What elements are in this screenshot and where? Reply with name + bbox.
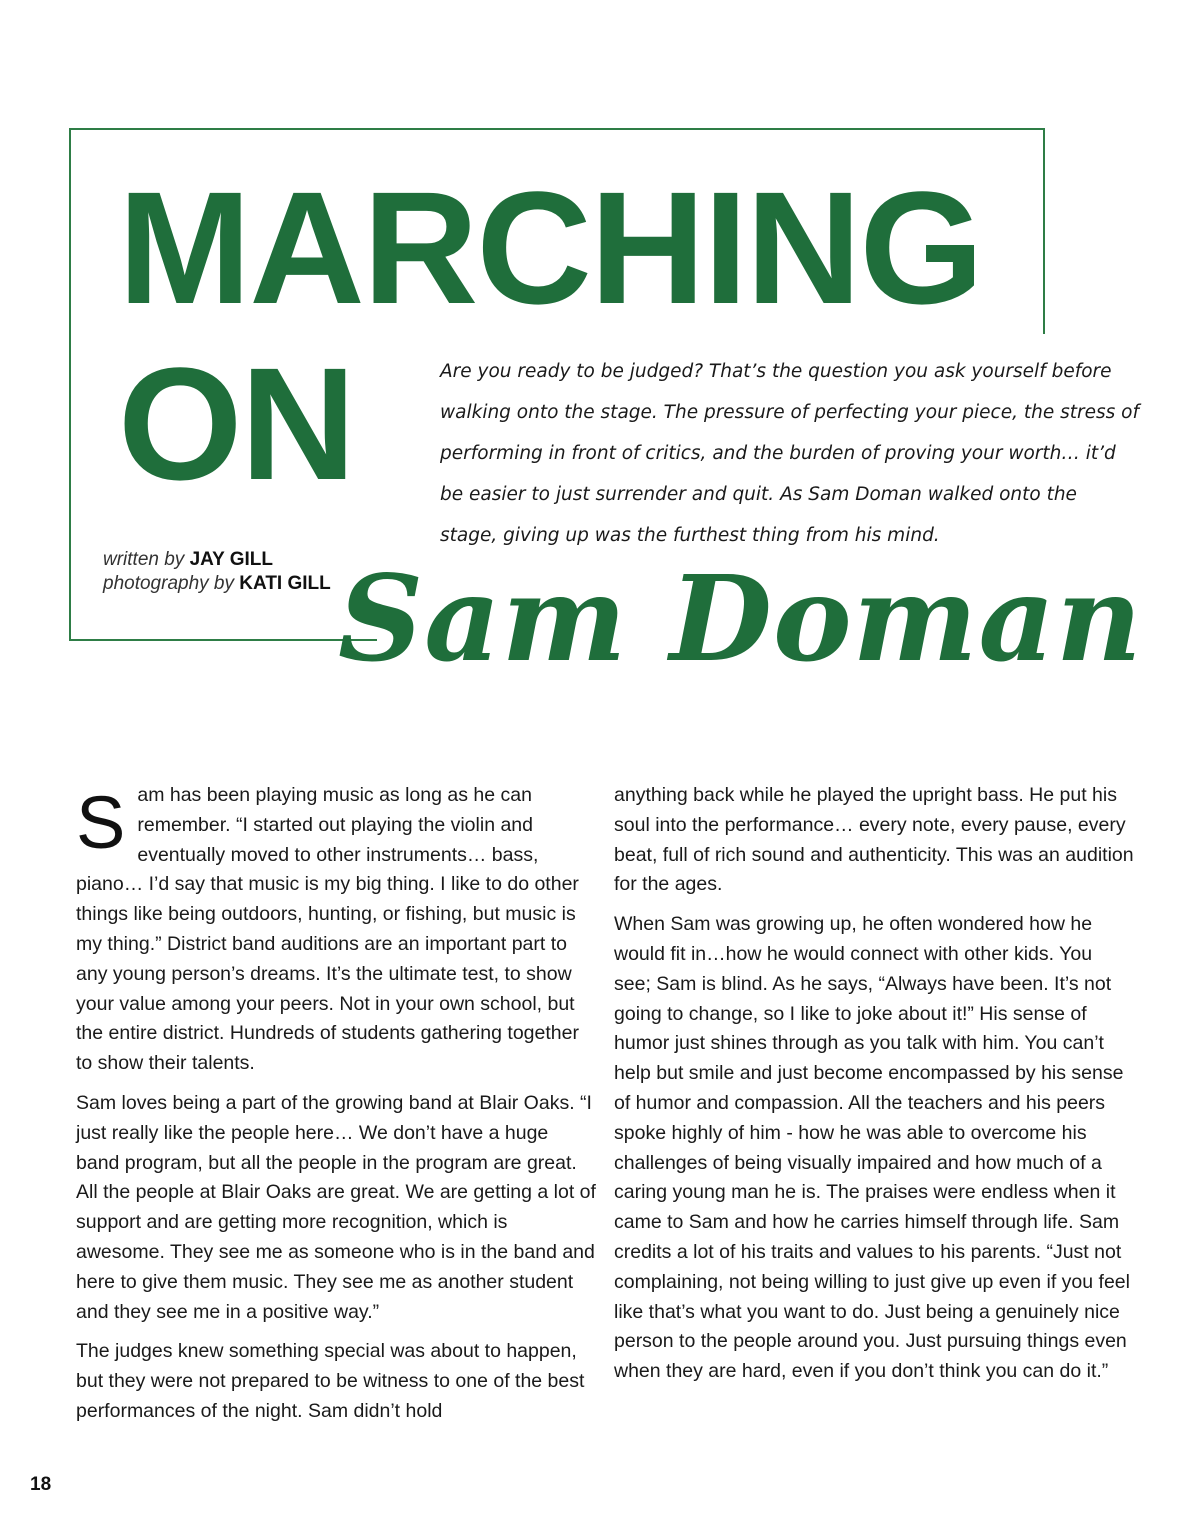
title-line-1: MARCHING <box>118 158 982 337</box>
title-frame-left-border <box>69 128 71 641</box>
article-column-right <box>614 781 1134 1397</box>
article-paragraph-text: am has been playing music as long as he can remember. “I started out playing the violin and eventually moved to other instruments… bass, piano… I’d say that music is my big thing. I like to do other things like being outdoors, hunting, or fishing, but music is my thing.” District band auditions are an important part to any young person’s dreams. It’s the ultimate test, to show your value among your peers. Not in your own school, but the entire district. Hundreds of students gathering together to show their talents. <box>76 784 579 1075</box>
writer-credit <box>103 548 331 572</box>
article-paragraph: The judges knew something special was about to happen, but they were not prepared to be witness to one of the best performances of the night. Sam didn’t hold <box>76 1340 585 1422</box>
article-paragraph <box>76 781 596 1079</box>
title-frame-right-border <box>1043 128 1045 334</box>
byline <box>103 548 331 596</box>
photography-by-label: photography by <box>103 573 234 594</box>
writer-name: JAY GILL <box>189 549 274 570</box>
article-paragraph: Sam loves being a part of the growing band at Blair Oaks. “I just really like the people here… We don’t have a huge band program, but all the people in the program are great. All the people at Blair Oaks are great. We are getting a lot of support and are getting more recognition, which is awesome. They see me as someone who is in the band and here to give them music. They see me as another student and they see me in a positive way.” <box>76 1091 596 1323</box>
title-frame-top-border <box>69 128 1045 130</box>
written-by-label: written by <box>103 549 185 570</box>
title-line-2: ON <box>118 334 354 513</box>
photographer-credit <box>103 572 331 596</box>
title-frame-bottom-border <box>69 639 377 641</box>
photographer-name: KATI GILL <box>239 573 331 594</box>
subject-name-heading: Sam Doman <box>338 549 1143 688</box>
drop-cap: S <box>76 781 126 864</box>
page-number: 18 <box>30 1474 52 1495</box>
article-paragraph: When Sam was growing up, he often wondered how he would fit in…how he would connect with other kids. You see; Sam is blind. As he says, “Always have been. It’s not going to change, so I like to joke about it!” His sense of humor just shines through as you talk with him. You can’t help but smile and just become encompassed by his sense of humor and compassion. All the teachers and his peers spoke highly of him - how he was able to overcome his challenges of being visually impaired and how much of a caring young man he is. The praises were endless when it came to Sam and how he carries himself through life. Sam credits a lot of his traits and values to his parents. “Just not complaining, not being willing to just give up even if you feel like that’s what you want to do. Just being a genuinely nice person to the people around you. Just pursuing things even when they are hard, even if you don’t think you can do it.” <box>614 913 1130 1383</box>
intro-paragraph: Are you ready to be judged? That’s the question you ask yourself before walking onto the stage. The pressure of perfecting your piece, the stress of performing in front of critics, and the burden of proving your worth… it’d be easier to just surrender and quit. As Sam Doman walked onto the stage, giving up was the furthest thing from his mind. <box>440 361 1139 546</box>
article-column-left <box>76 781 596 1437</box>
article-paragraph: anything back while he played the upright bass. He put his soul into the performance… every note, every pause, every beat, full of rich sound and authenticity. This was an audition for the ages. <box>614 784 1134 896</box>
